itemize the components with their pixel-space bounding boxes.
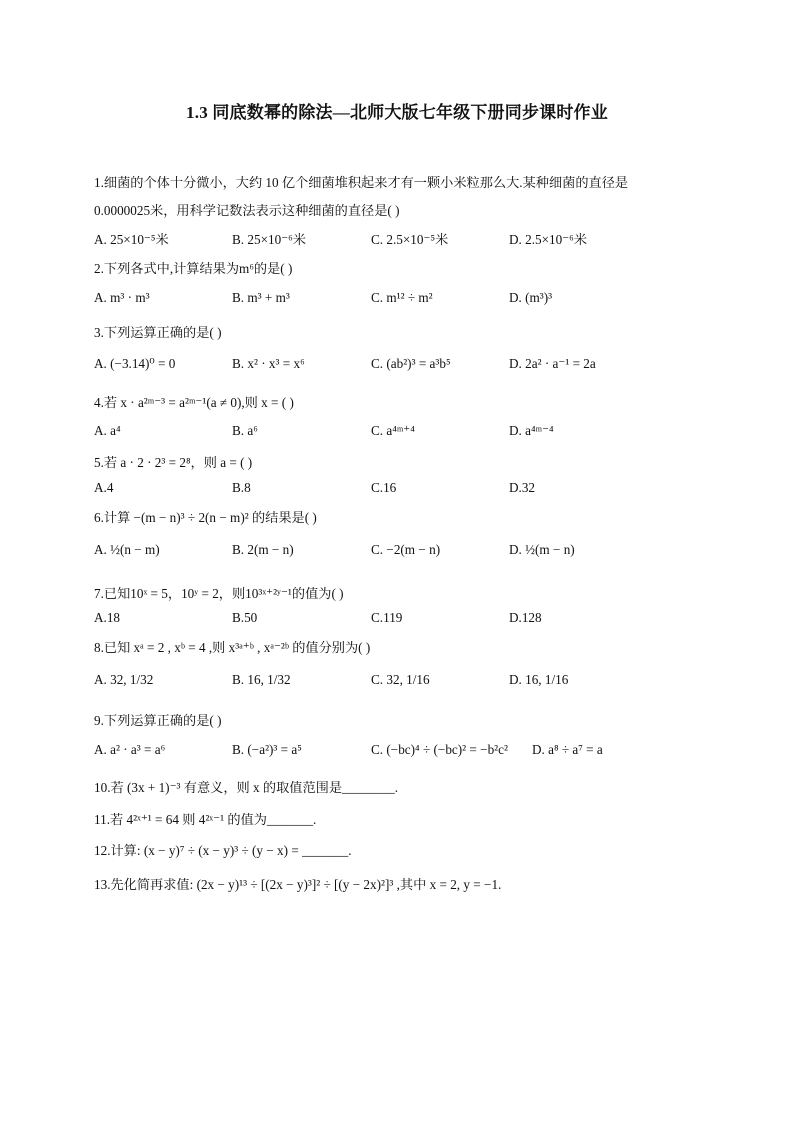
question-4-stem: 4.若 x · a²ᵐ⁻³ = a²ᵐ⁻¹(a ≠ 0),则 x = ( ) — [94, 395, 294, 410]
option-a: A.18 — [94, 610, 121, 625]
question-8-stem: 8.已知 xᵃ = 2 , xᵇ = 4 ,则 x³ᵃ⁺ᵇ , xᵃ⁻²ᵇ 的值分别为( ) — [94, 640, 371, 655]
option-a: A. a⁴ — [94, 423, 121, 438]
option-a: A. 32, 1/32 — [94, 672, 154, 687]
question-1-line-2: 0.0000025米，用科学记数法表示这种细菌的直径是( ) — [94, 203, 400, 218]
question-5-stem: 5.若 a · 2 · 2³ = 2⁸，则 a = ( ) — [94, 455, 253, 470]
option-d: D. a⁸ ÷ a⁷ = a — [532, 742, 603, 757]
option-b: B. x² · x³ = x⁶ — [232, 356, 305, 371]
question-7-options — [94, 610, 714, 632]
option-c: C. m¹² ÷ m² — [371, 290, 433, 305]
question-6-stem: 6.计算 −(m − n)³ ÷ 2(n − m)² 的结果是( ) — [94, 510, 317, 525]
option-a: A. a² · a³ = a⁶ — [94, 742, 166, 757]
option-d: D. 2.5×10⁻⁶米 — [509, 232, 587, 247]
option-d: D. 2a² · a⁻¹ = 2a — [509, 356, 596, 371]
option-b: B.50 — [232, 610, 258, 625]
option-b: B. (−a²)³ = a⁵ — [232, 742, 302, 757]
option-c: C. a⁴ᵐ⁺⁴ — [371, 423, 415, 438]
option-a: A. (−3.14)⁰ = 0 — [94, 356, 176, 371]
option-c: C. 2.5×10⁻⁵米 — [371, 232, 449, 247]
question-13-stem: 13.先化简再求值: (2x − y)¹³ ÷ [(2x − y)³]² ÷ [(y − 2x)²]³ ,其中 x = 2, y = −1. — [94, 877, 502, 892]
question-2-options — [94, 290, 714, 312]
option-b: B. 25×10⁻⁶米 — [232, 232, 306, 247]
option-c: C.16 — [371, 480, 397, 495]
option-a: A. m³ · m³ — [94, 290, 150, 305]
page-title: 1.3 同底数幂的除法—北师大版七年级下册同步课时作业 — [186, 103, 608, 122]
question-2-stem: 2.下列各式中,计算结果为m⁶的是( ) — [94, 261, 293, 276]
option-a: A.4 — [94, 480, 114, 495]
option-b: B. 2(m − n) — [232, 542, 294, 557]
option-d: D.32 — [509, 480, 536, 495]
option-a: A. 25×10⁻⁵米 — [94, 232, 169, 247]
option-b: B. 16, 1/32 — [232, 672, 291, 687]
option-b: B. m³ + m³ — [232, 290, 290, 305]
question-1-line-1: 1.细菌的个体十分微小，大约 10 亿个细菌堆积起来才有一颗小米粒那么大.某种细菌的直径是 — [94, 175, 629, 190]
question-12-stem: 12.计算: (x − y)⁷ ÷ (x − y)³ ÷ (y − x) = _______. — [94, 843, 352, 858]
option-c: C. 32, 1/16 — [371, 672, 430, 687]
question-8-options — [94, 672, 714, 694]
question-10-stem: 10.若 (3x + 1)⁻³ 有意义，则 x 的取值范围是________. — [94, 780, 399, 795]
option-c: C.119 — [371, 610, 403, 625]
question-3-stem: 3.下列运算正确的是( ) — [94, 325, 222, 340]
question-6-options — [94, 542, 714, 564]
question-9-stem: 9.下列运算正确的是( ) — [94, 713, 222, 728]
option-d: D. (m³)³ — [509, 290, 553, 305]
question-1-options — [94, 229, 714, 251]
option-c: C. (−bc)⁴ ÷ (−bc)² = −b²c² — [371, 742, 508, 757]
question-11-stem: 11.若 4²ˣ⁺¹ = 64 则 4²ˣ⁻¹ 的值为_______. — [94, 812, 317, 827]
question-3-options — [94, 356, 714, 378]
question-4-options — [94, 423, 714, 445]
question-7-stem: 7.已知10ˣ = 5，10ʸ = 2，则10³ˣ⁺²ʸ⁻¹的值为( ) — [94, 586, 344, 601]
option-c: C. −2(m − n) — [371, 542, 441, 557]
question-9-options — [94, 742, 714, 764]
question-5-options — [94, 480, 714, 502]
option-d: D. ½(m − n) — [509, 542, 575, 557]
option-d: D.128 — [509, 610, 542, 625]
option-d: D. a⁴ᵐ⁻⁴ — [509, 423, 554, 438]
option-a: A. ½(n − m) — [94, 542, 160, 557]
option-d: D. 16, 1/16 — [509, 672, 569, 687]
option-b: B. a⁶ — [232, 423, 258, 438]
option-b: B.8 — [232, 480, 251, 495]
option-c: C. (ab²)³ = a³b⁵ — [371, 356, 451, 371]
